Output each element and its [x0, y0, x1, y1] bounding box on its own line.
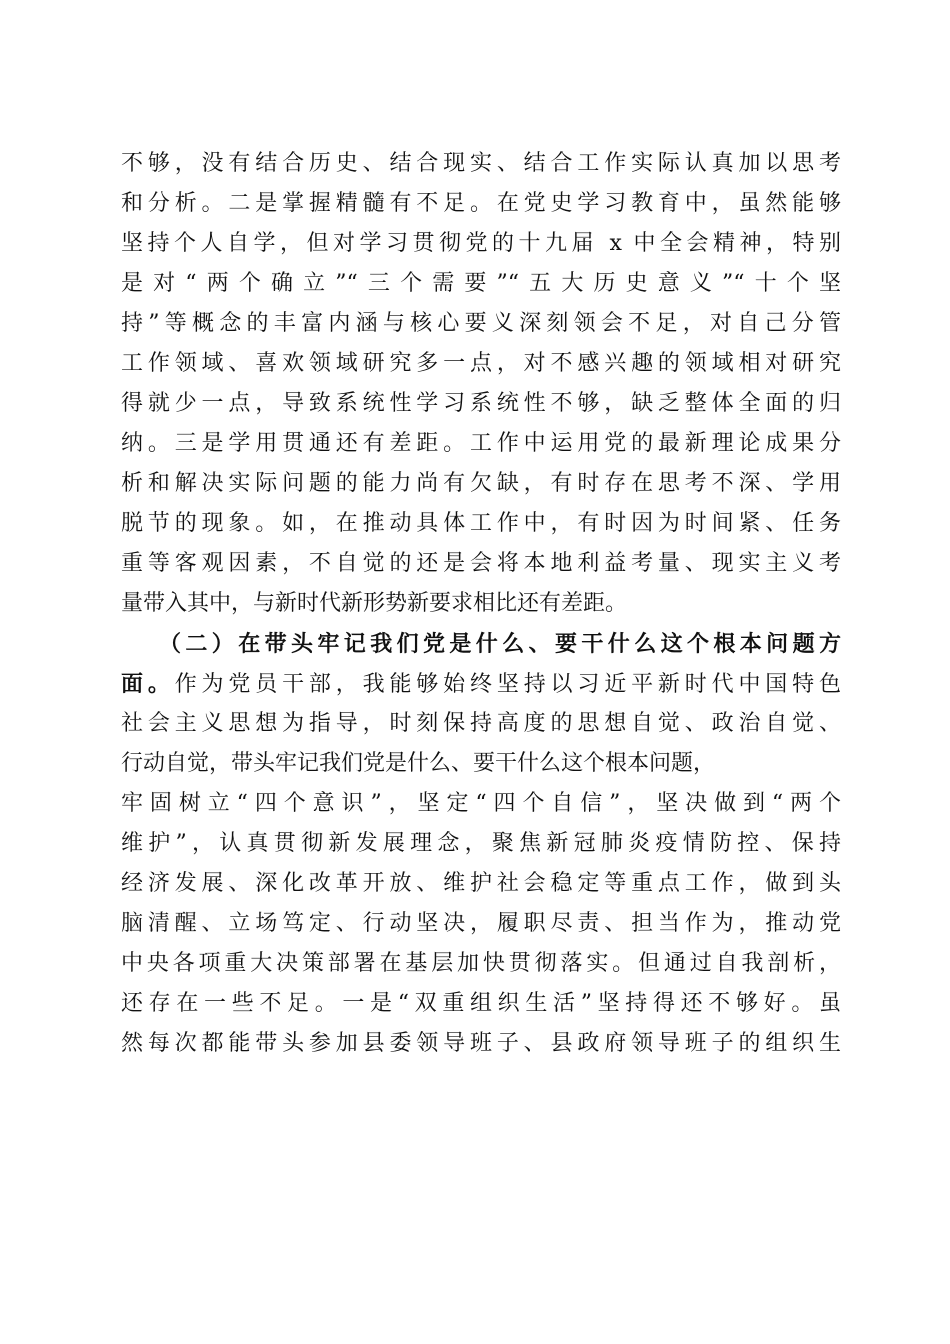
paragraph-line: 析和解决实际问题的能力尚有欠缺，有时存在思考不深、学用 [121, 471, 841, 496]
paragraph-line: 纳。三是学用贯通还有差距。工作中运用党的最新理论成果分 [121, 431, 841, 456]
paragraph-line: 脱节的现象。如，在推动具体工作中，有时因为时间紧、任务 [121, 511, 841, 536]
paragraph-line: 重等客观因素，不自觉的还是会将本地利益考量、现实主义考 [121, 551, 841, 576]
paragraph-line: 工作领域、喜欢领域研究多一点，对不感兴趣的领域相对研究 [121, 351, 841, 376]
paragraph-line: 得就少一点，导致系统性学习系统性不够，缺乏整体全面的归 [121, 391, 841, 416]
paragraph-line: 量带入其中，与新时代新形势新要求相比还有差距。 [121, 591, 628, 616]
section-heading-end: 面。 [121, 671, 175, 697]
paragraph-line: 还存在一些不足。一是“双重组织生活”坚持得还不够好。虽 [121, 991, 841, 1016]
paragraph-line: 行动自觉，带头牢记我们党是什么、要干什么这个根本问题， [121, 751, 716, 776]
paragraph-line: 脑清醒、立场笃定、行动坚决，履职尽责、担当作为，推动党 [121, 911, 841, 936]
paragraph-line: 然每次都能带头参加县委领导班子、县政府领导班子的组织生 [121, 1031, 841, 1056]
paragraph-line: 经济发展、深化改革开放、维护社会稳定等重点工作，做到头 [121, 871, 841, 896]
paragraph-text: 作为党员干部，我能够始终坚持以习近平新时代中国特色 [174, 672, 841, 697]
paragraph-line: 社会主义思想为指导，时刻保持高度的思想自觉、政治自觉、 [121, 711, 841, 736]
paragraph-line: 牢固树立“四个意识”，坚定“四个自信”，坚决做到“两个 [121, 791, 841, 816]
paragraph-line: 中央各项重大决策部署在基层加快贯彻落实。但通过自我剖析， [121, 951, 841, 976]
section-heading: （二）在带头牢记我们党是什么、要干什么这个根本问题方 [159, 631, 841, 657]
paragraph-line [121, 664, 841, 704]
paragraph-line: 是对“两个确立”“三个需要”“五大历史意义”“十个坚 [121, 271, 841, 296]
paragraph-line: 不够，没有结合历史、结合现实、结合工作实际认真加以思考 [121, 151, 841, 176]
paragraph-line: 维护”，认真贯彻新发展理念，聚焦新冠肺炎疫情防控、保持 [121, 831, 841, 856]
document-body [121, 144, 841, 1064]
paragraph-line: 和分析。二是掌握精髓有不足。在党史学习教育中，虽然能够 [121, 191, 841, 216]
paragraph-line: 持”等概念的丰富内涵与核心要义深刻领会不足，对自己分管 [121, 311, 841, 336]
paragraph-line: 坚持个人自学，但对学习贯彻党的十九届 x 中全会精神，特别 [121, 231, 841, 256]
